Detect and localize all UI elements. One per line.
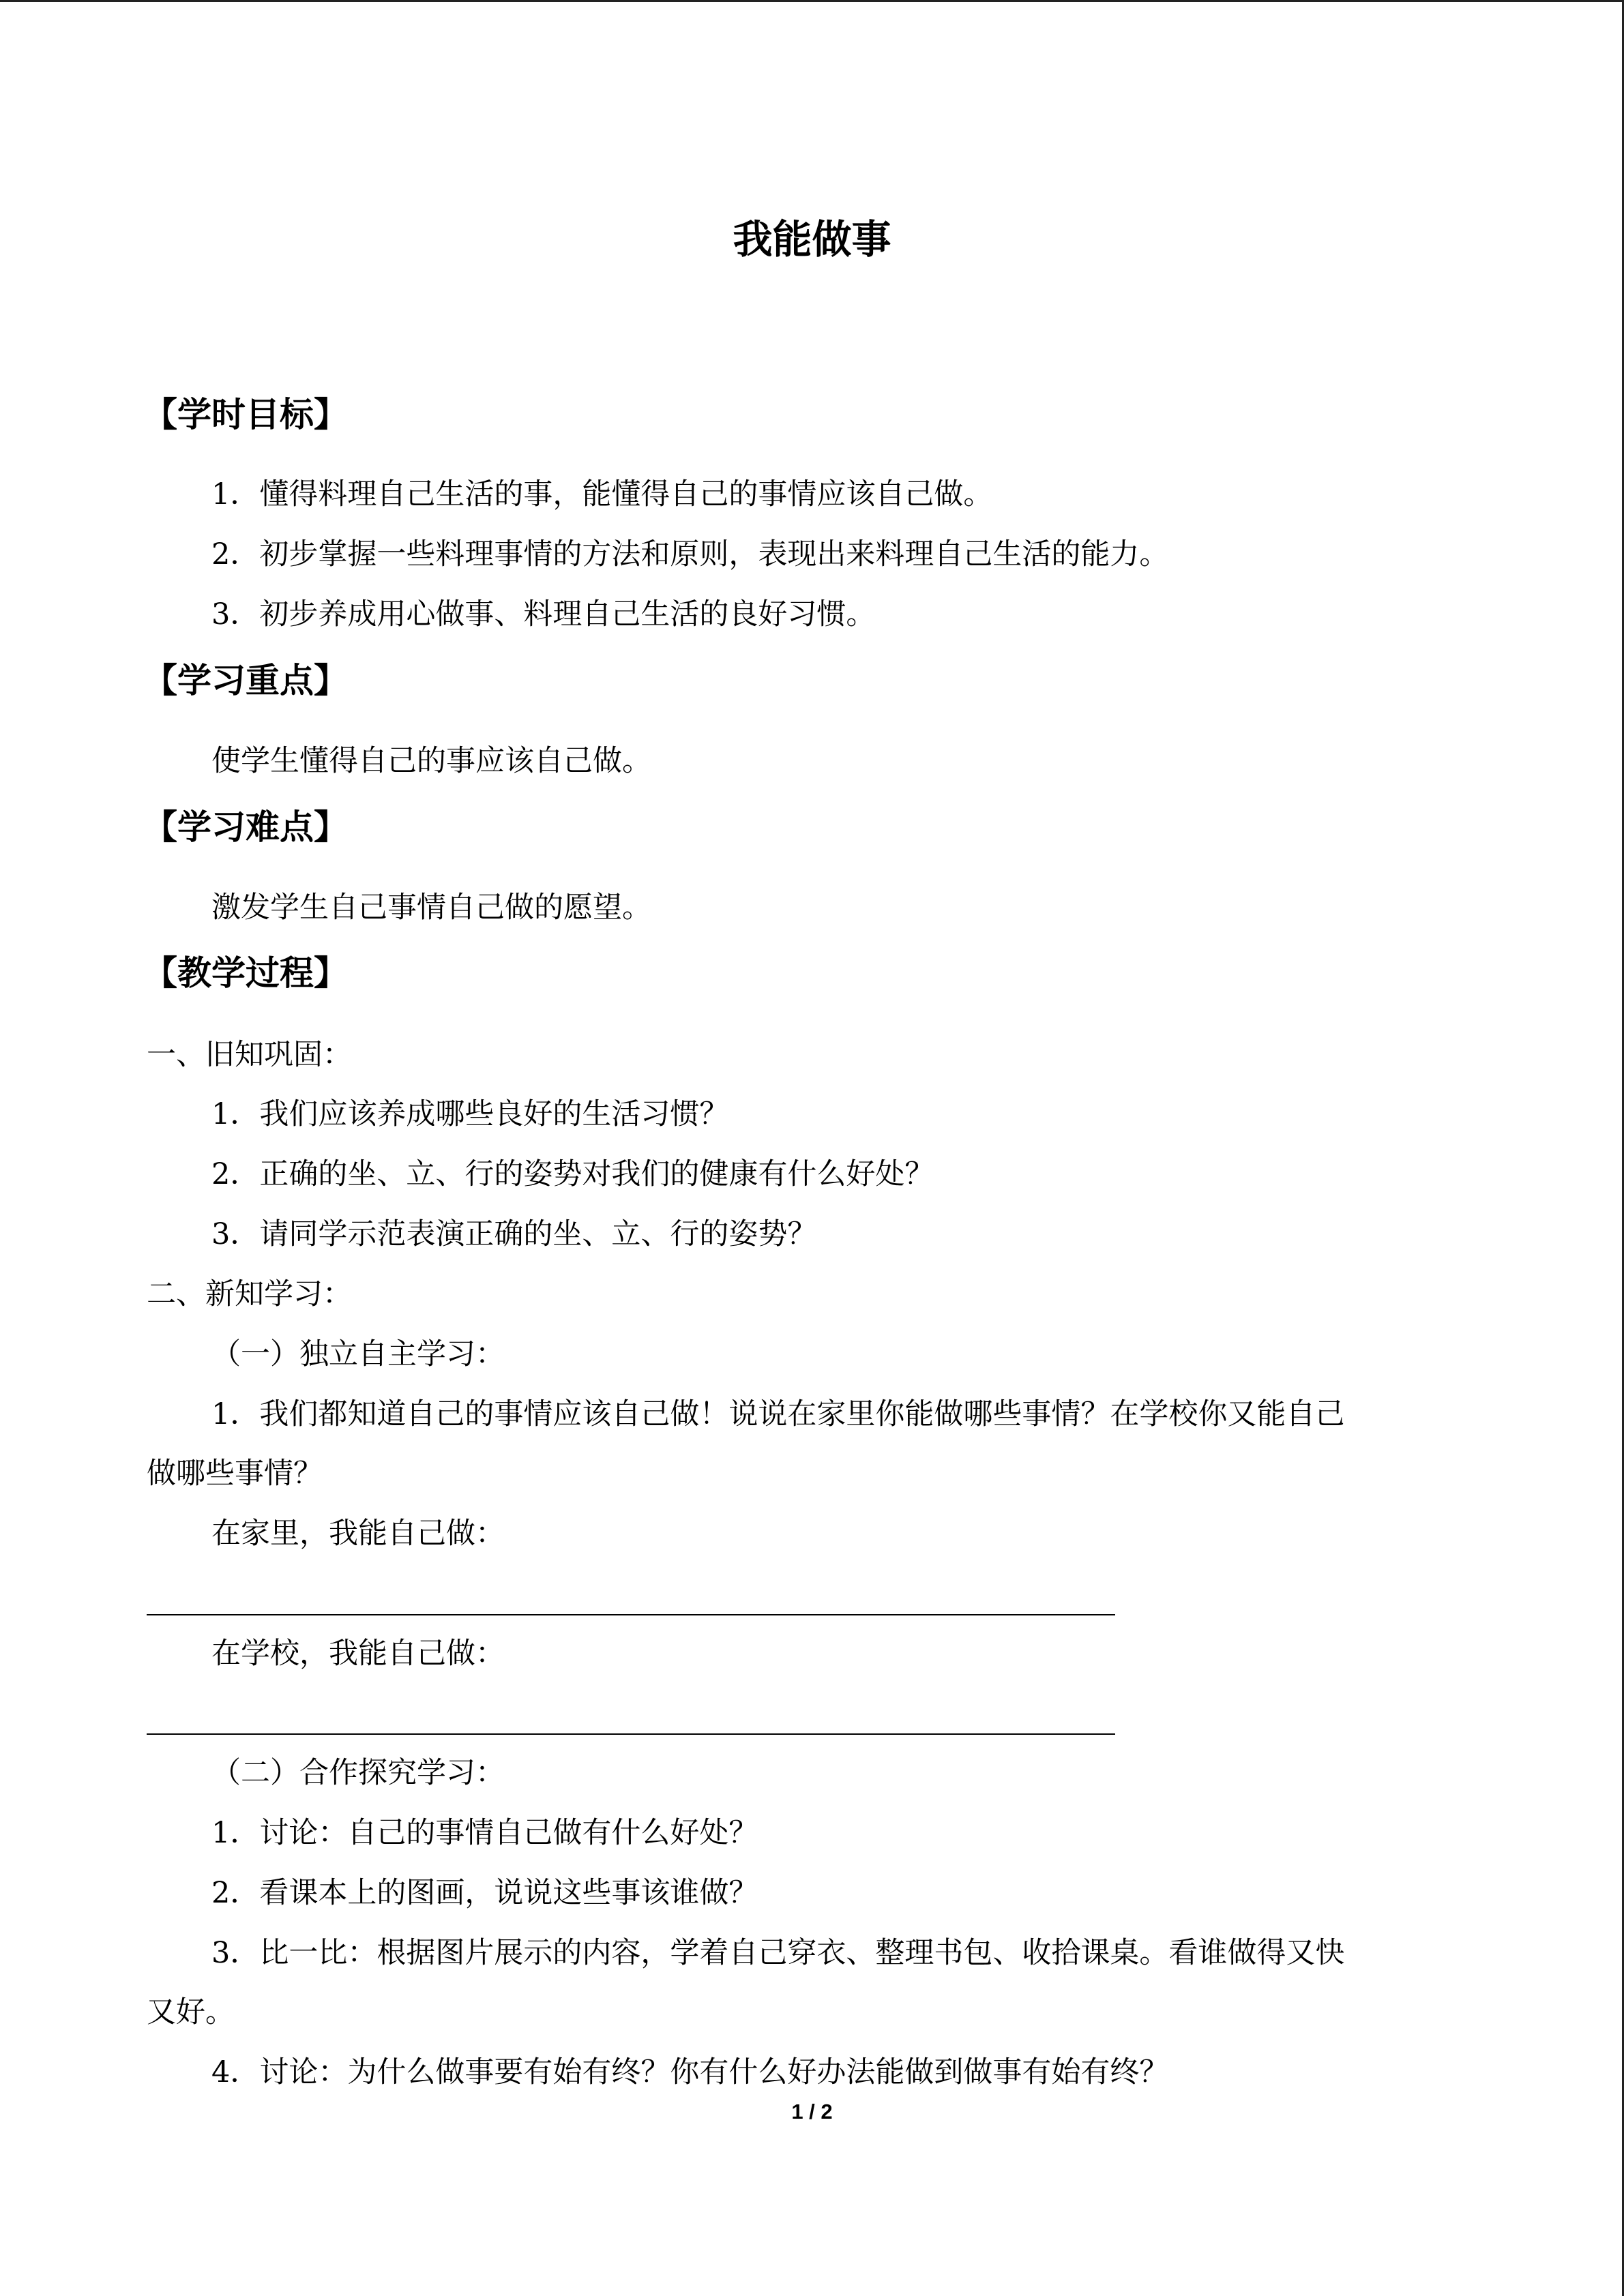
heading-focus: 【学习重点】 — [143, 660, 348, 700]
difficulty-text: 激发学生自己事情自己做的愿望。 — [211, 891, 651, 925]
page-number: 1 / 2 — [791, 2100, 833, 2123]
school-prompt: 在学校，我能自己做： — [211, 1637, 505, 1671]
heading-difficulty: 【学习难点】 — [143, 807, 348, 847]
page-top-border — [0, 0, 1624, 2]
sub1-item-1-line-1: 1．我们都知道自己的事情应该自己做！说说在家里你能做哪些事情？在学校你又能自己 — [211, 1397, 1345, 1431]
objective-item-3: 3．初步养成用心做事、料理自己生活的良好习惯。 — [211, 597, 876, 631]
school-answer-line — [147, 1733, 1115, 1735]
sub2-item-1: 1．讨论：自己的事情自己做有什么好处？ — [211, 1816, 758, 1850]
objective-item-2: 2．初步掌握一些料理事情的方法和原则，表现出来料理自己生活的能力。 — [211, 537, 1169, 571]
sub1-label: （一）独立自主学习： — [211, 1337, 505, 1371]
sub2-item-3-line-1: 3．比一比：根据图片展示的内容，学着自己穿衣、整理书包、收拾课桌。看谁做得又快 — [211, 1936, 1345, 1970]
home-answer-line — [147, 1614, 1115, 1615]
sub2-item-4: 4．讨论：为什么做事要有始有终？你有什么好办法能做到做事有始有终？ — [211, 2055, 1169, 2089]
part1-item-1: 1．我们应该养成哪些良好的生活习惯？ — [211, 1097, 729, 1131]
sub1-item-1-line-2: 做哪些事情？ — [147, 1457, 323, 1491]
part1-item-2: 2．正确的坐、立、行的姿势对我们的健康有什么好处？ — [211, 1157, 934, 1191]
page-title: 我能做事 — [733, 216, 891, 263]
focus-text: 使学生懂得自己的事应该自己做。 — [211, 744, 651, 778]
part1-item-3: 3．请同学示范表演正确的坐、立、行的姿势？ — [211, 1217, 817, 1251]
heading-objectives: 【学时目标】 — [143, 394, 348, 434]
part2-label: 二、新知学习： — [147, 1277, 352, 1311]
sub2-item-2: 2．看课本上的图画，说说这些事该谁做？ — [211, 1876, 758, 1910]
home-prompt: 在家里，我能自己做： — [211, 1517, 505, 1551]
part1-label: 一、旧知巩固： — [147, 1038, 352, 1072]
objective-item-1: 1．懂得料理自己生活的事，能懂得自己的事情应该自己做。 — [211, 477, 993, 511]
sub2-label: （二）合作探究学习： — [211, 1756, 505, 1790]
sub2-item-3-line-2: 又好。 — [147, 1995, 235, 2029]
heading-process: 【教学过程】 — [143, 953, 348, 993]
